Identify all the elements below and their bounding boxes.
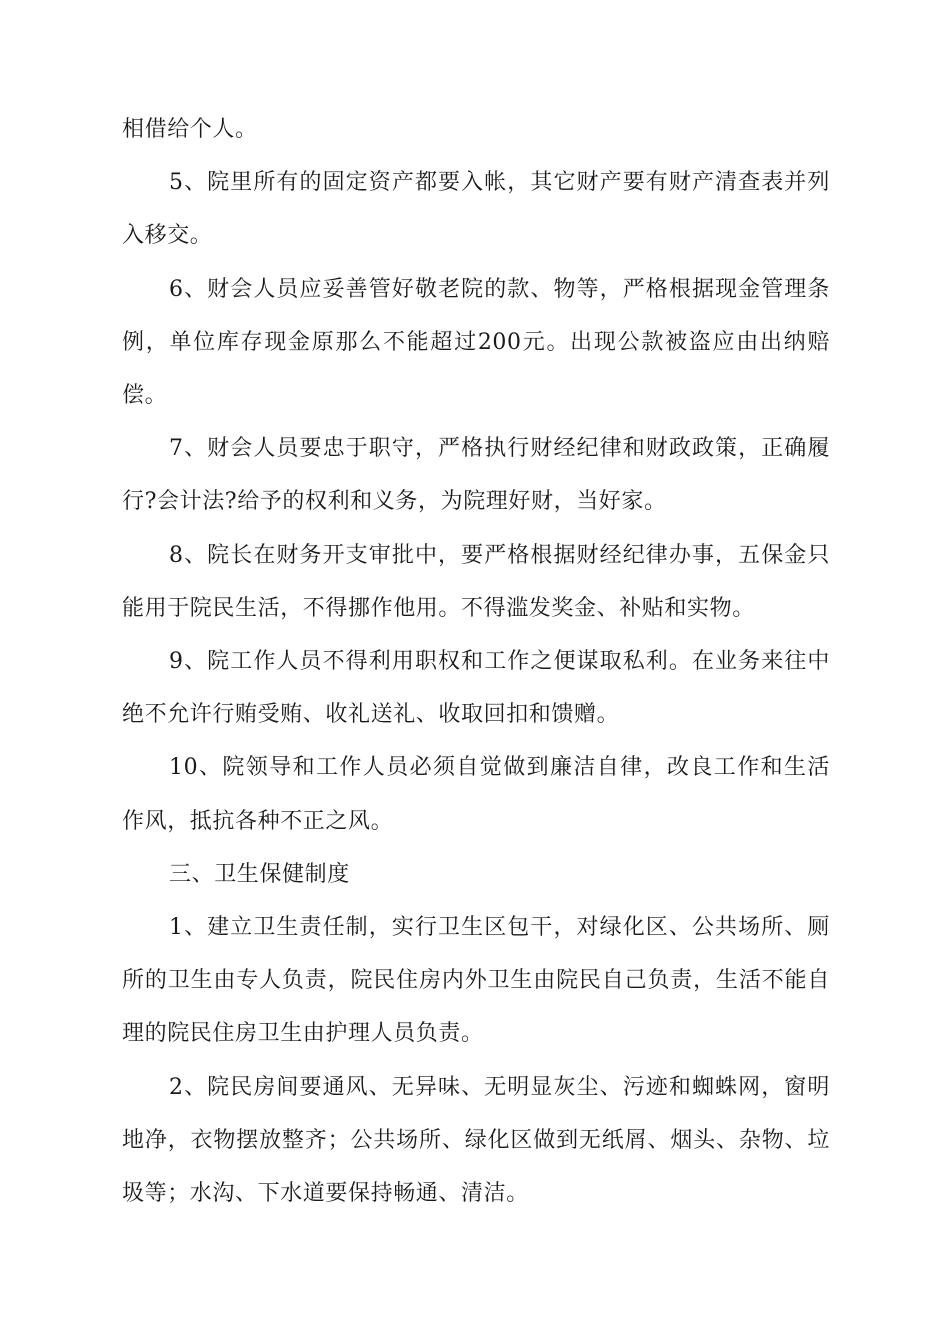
paragraph-item-5: 5、院里所有的固定资产都要入帐，其它财产要有财产清查表并列入移交。 <box>122 170 830 249</box>
paragraph-item-10: 10、院领导和工作人员必须自觉做到廉洁自律，改良工作和生活作风，抵抗各种不正之风。 <box>122 755 830 834</box>
section-heading-hygiene: 三、卫生保健制度 <box>169 861 350 887</box>
paragraph-item-7: 7、财会人员要忠于职守，严格执行财经纪律和财政政策，正确履行?会计法?给予的权利和义务，为院理好财，当好家。 <box>122 436 830 515</box>
paragraph-continuation: 相借给个人。 <box>122 117 258 142</box>
paragraph-item-8: 8、院长在财务开支审批中，要严格根据财经纪律办事，五保金只能用于院民生活，不得挪作他用。不得滥发奖金、补贴和实物。 <box>122 542 830 621</box>
paragraph-hygiene-item-2: 2、院民房间要通风、无异味、无明显灰尘、污迹和蜘蛛网，窗明地净，衣物摆放整齐；公共场所、绿化区做到无纸屑、烟头、杂物、垃圾等；水沟、下水道要保持畅通、清洁。 <box>122 1074 830 1207</box>
paragraph-item-9: 9、院工作人员不得利用职权和工作之便谋取私利。在业务来往中绝不允许行贿受贿、收礼送礼、收取回扣和馈赠。 <box>122 649 830 728</box>
paragraph-hygiene-item-1: 1、建立卫生责任制，实行卫生区包干，对绿化区、公共场所、厕所的卫生由专人负责，院民住房内外卫生由院民自己负责，生活不能自理的院民住房卫生由护理人员负责。 <box>122 915 830 1047</box>
paragraph-item-6: 6、财会人员应妥善管好敬老院的款、物等，严格根据现金管理条例，单位库存现金原那么不能超过200元。出现公款被盗应由出纳赔偿。 <box>122 276 830 409</box>
document-body <box>122 103 830 1220</box>
